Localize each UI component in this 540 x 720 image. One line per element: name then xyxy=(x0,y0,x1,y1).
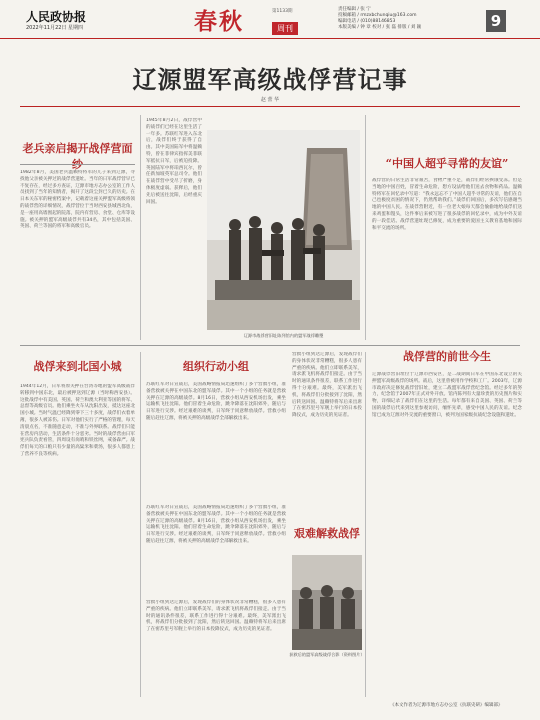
article-body: 1944年12月，日军将原关押在台湾等地的盟军高级战俘转移到中国东北，最后被押送到辽源（当时称西安县）。这批战俘中有美国、英国、荷兰和澳大利亚等国的将军、总督等高级官员。他们乘坐火车从沈阳出发，抵达这座北国小城。当时气温已经降到零下三十多度，战俘们衣着单薄，很多人被冻伤。日军对他们实行了严格的管理，每天清晨点名，不准随意走动，不准与外界联系。战俘们只能在营房内活动，生活条件十分恶劣。当时的战俘营由日军宪兵队负责看管，四周设有岗哨和铁丝网，戒备森严。战俘们每天的口粮只有少量的高粱米和菜汤，很多人都患上了营养不良等疾病。 xyxy=(20,384,135,457)
article-body: 1945年8月2日，战俘营中的战俘们已经在这里生活了一年多。苏联红军进入东北后，战俘们终于获得了自由。其中美国陆军中将温赖特，曾在菲律宾指挥美菲联军抵抗日军，后被迫投降。英国陆军中将珀西瓦尔，曾任新加坡英军总司令。他们在战俘营中受尽了折磨，身体极度虚弱。获释后，他们先后被送往沈阳，后经重庆回国。 xyxy=(146,118,202,205)
article-title: 艰难解救战俘 xyxy=(294,527,360,540)
masthead xyxy=(0,0,540,39)
issue-date: 2022年11月22日 星期四 xyxy=(26,25,84,31)
article-body: 苏联红军对日宣战后，美国战略情报局迅速组织了多个营救小组，准备营救被关押在中国东北的盟军战俘。其中一个小组的任务就是营救关押在辽源的高级战俘。8月16日，营救小组从西安机场出发，乘坐运输机飞往沈阳。他们冒着生命危险，跳伞降落在沈阳郊外，随后与日军进行交涉。经过艰难的谈判，日军终于同意释放战俘。营救小组随后赶往辽源，将被关押的高级战俘全部解救出来。 xyxy=(146,505,286,544)
article-body: 辽源战俘营旧址位于辽源市西安区，是二战期间日军在中国东北设立的关押盟军高级战俘的场所。战后，这里曾被用作学校和工厂。2003年，辽源市政府决定修复战俘营旧址，建立二战盟军战俘营纪念馆。经过多年的努力，纪念馆于2007年正式对外开放。馆内陈列有大量珍贵的历史图片和实物，详细记录了战俘们在这里的生活。每年都有来自美国、英国、荷兰等国的战俘后代来到这里参观访问，缅怀先辈，感受中国人民的友谊。纪念馆已成为辽源对外交流的重要窗口，被列为国家级抗战纪念设施和遗址。 xyxy=(372,372,522,418)
article-body: 营救小组到达辽源后，发现战俘们的身体状况非常糟糕，很多人患有严重的疾病。他们立即联系美军，请求派飞机将战俘们接走。由于当时的通讯条件很差，联系工作进行得十分艰难。最终，美军派出飞机，将战俘们分批接到了沈阳，然后转送回国。温赖特将军后来出席了在密苏里号军舰上举行的日本投降仪式，成为历史的见证者。 xyxy=(292,352,362,419)
article-body: 战俘营的日常生活非常艰苦，食物严重不足，战俘们经常挨饿受冻。但是当地的中国百姓，冒着生命危险，想方设法给他们送去食物和药品。温赖特将军在回忆录中写道：“我永远忘不了中国人超乎寻常的友谊，他们在自己也极度贫困的情况下，仍然帮助我们。”战俘们回国后，多次写信感谢当地的中国人民。在战俘营附近，有一位老大娘每天都会偷偷地给战俘们送来鸡蛋和馒头，这件事后来被写进了很多战俘的回忆录中，成为中外友谊的一段佳话。战俘营遗址现已修复，成为重要的爱国主义教育基地和国际和平交流的场所。 xyxy=(372,178,522,231)
editor-info: 责任编辑 / 张 宁 投稿邮箱 / rmzxbchunqiu@163.com 编辑电话 / (010)88146853 本版美编 / 钟 章 校对 / 张 磊 排版 / 刘 颖 xyxy=(338,7,422,30)
column-divider xyxy=(365,352,366,697)
main-headline: 辽源盟军高级战俘营记事 xyxy=(132,66,408,94)
page-number: 9 xyxy=(486,10,506,32)
pow-group-image xyxy=(292,555,362,650)
byline: 赵 蕾 华 xyxy=(260,97,280,103)
paper-name: 人民政协报 xyxy=(26,10,87,24)
article-title: 组织行动小组 xyxy=(183,360,249,373)
title-rule xyxy=(20,164,135,165)
article-title: 战俘来到北国小城 xyxy=(33,360,122,373)
article-body: 苏联红军对日宣战后，美国战略情报局迅速组织了多个营救小组，准备营救被关押在中国东北的盟军战俘。其中一个小组的任务就是营救关押在辽源的高级战俘。8月16日，营救小组从西安机场出发，乘坐运输机飞往沈阳。他们冒着生命危险，跳伞降落在沈阳郊外，随后与日军进行交涉。经过艰难的谈判，日军终于同意释放战俘。营救小组随后赶往辽源，将被关押的高级战俘全部解救出来。 xyxy=(146,382,286,421)
photo-caption: 获救后的盟军高级战俘合影（资料图片） xyxy=(289,652,365,657)
column-divider xyxy=(365,115,366,340)
headline-rule xyxy=(20,106,520,107)
section-badge: 周刊 xyxy=(272,22,298,35)
column-divider xyxy=(140,115,141,340)
section-title: 春秋 xyxy=(194,8,244,35)
photo-caption: 辽源市战俘营旧址陈列馆内的盟军战俘雕塑 xyxy=(243,333,324,338)
article-title: 老兵亲启揭开战俘营面纱 xyxy=(22,142,133,171)
article-title: 战俘营的前世今生 xyxy=(403,350,491,363)
section-rule xyxy=(20,345,520,346)
issue-number: 第1133期 xyxy=(272,9,293,14)
pow-group-photo xyxy=(292,555,362,650)
footer-note: 《本文作者为辽源市地方志办公室《抗联史研》编辑部》 xyxy=(390,703,503,708)
sculpture-photo xyxy=(207,130,360,330)
column-divider xyxy=(140,352,141,697)
article-body: 营救小组到达辽源后，发现战俘们的身体状况非常糟糕，很多人患有严重的疾病。他们立即联系美军，请求派飞机将战俘们接走。由于当时的通讯条件很差，联系工作进行得十分艰难。最终，美军派出飞机，将战俘们分批接到了沈阳，然后转送回国。温赖特将军后来出席了在密苏里号军舰上举行的日本投降仪式，成为历史的见证者。 xyxy=(146,600,286,633)
article-title: “中国人超乎寻常的友谊” xyxy=(385,157,509,170)
sculpture-image xyxy=(207,130,360,330)
article-body: 1982年8月，美国老兵温赖特将军的儿子来到辽源，寻找他父亲被关押过的战俘营遗址。当年的日军战俘营早已不复存在，经过多方查证，辽源市地方志办公室的工作人员找到了当年的知情者，揭开了这段尘封已久的历史。在日本关东军的秘密档案中，记载着这座关押盟军高级将领的战俘营的详细情况，战俘营位于当时西安县城西北角，是一座用高墙围起的院落，院内有营房、食堂、仓库等设施。被关押的盟军高级战俘共有34名，其中包括美国、英国、荷兰等国的将军和高级官员。 xyxy=(20,170,135,230)
